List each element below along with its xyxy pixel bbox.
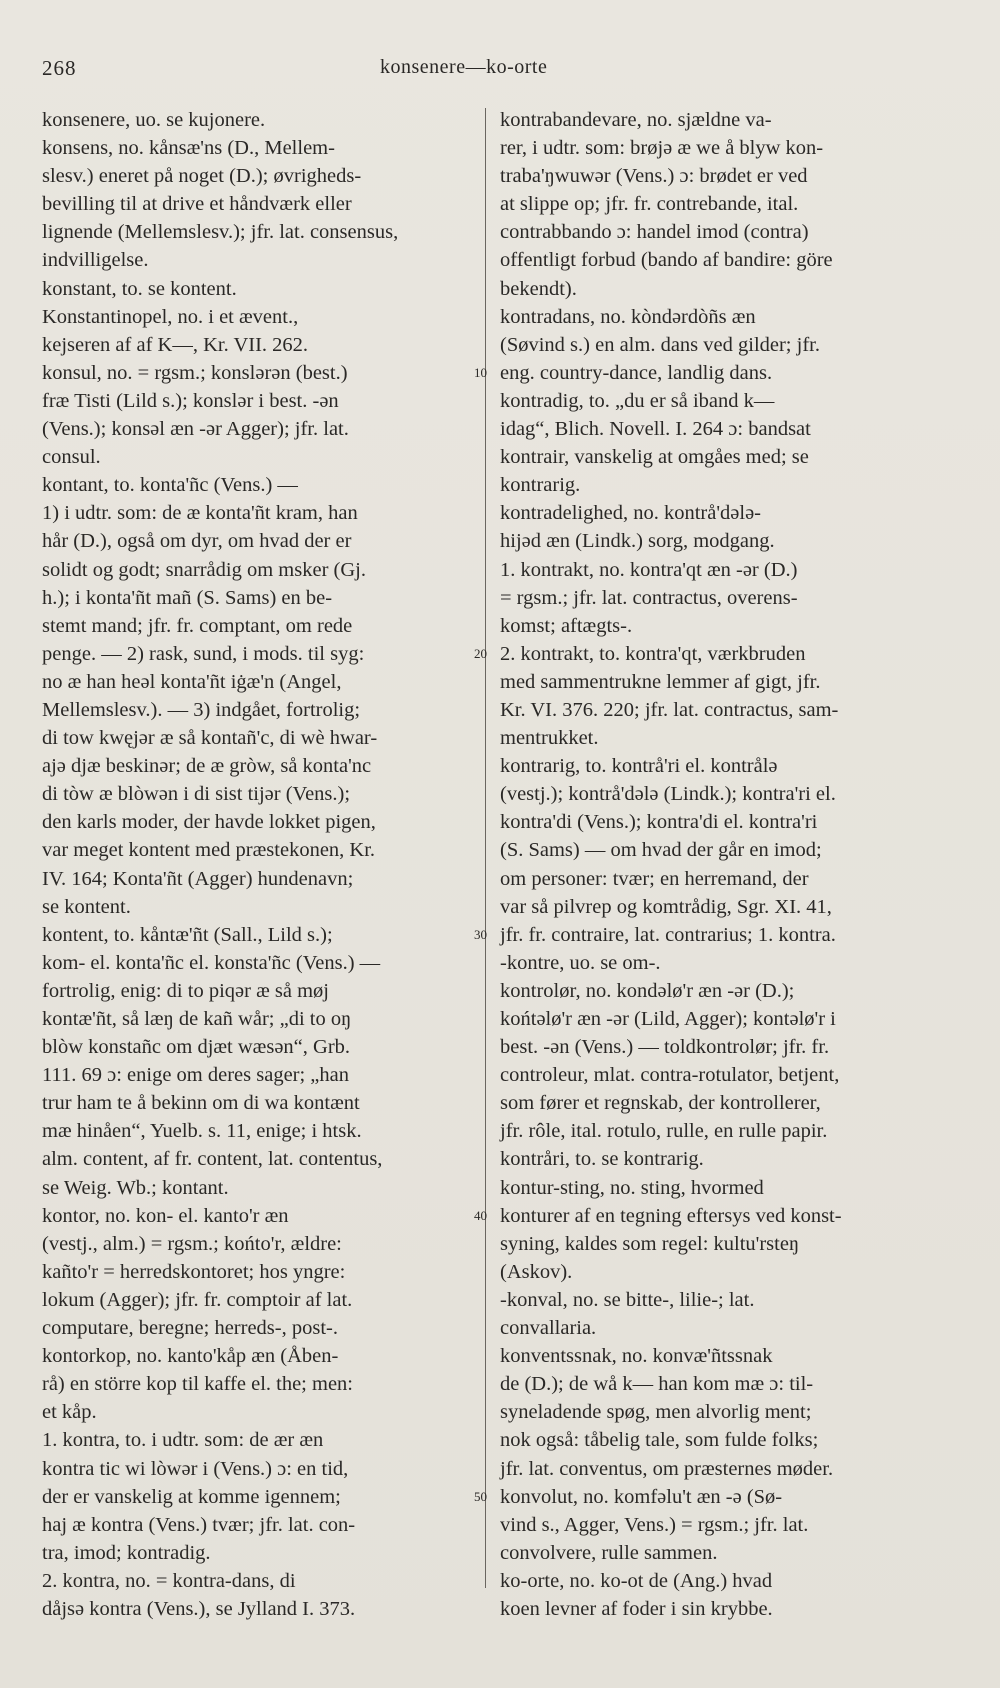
text-line: der er vanskelig at komme igennem;	[42, 1485, 341, 1508]
text-line: ajə djæ beskinər; de æ gròw, så konta'nc	[42, 755, 372, 778]
text-line: fortrolig, enig: di to piqər æ så møj	[42, 979, 329, 1002]
text-line: hår (D.), også om dyr, om hvad der er	[42, 530, 352, 553]
text-line: best. -ən (Vens.) — toldkontrolør; jfr. fr.	[500, 1036, 830, 1059]
text-line: jfr. lat. conventus, om præsternes møder.	[500, 1457, 834, 1480]
line-number: 40	[474, 1207, 487, 1223]
text-line: blòw konstañc om djæt wæsən“, Grb.	[42, 1036, 351, 1059]
text-line: trur ham te å bekinn om di wa kontænt	[42, 1092, 360, 1115]
text-line: vind s., Agger, Vens.) = rgsm.; jfr. lat.	[500, 1513, 809, 1536]
text-line: convallaria.	[500, 1317, 597, 1340]
text-line: dåjsə kontra (Vens.), se Jylland I. 373.	[42, 1597, 356, 1620]
right-column	[500, 106, 940, 1623]
text-line: Kr. VI. 376. 220; jfr. lat. contractus, sam-	[500, 698, 839, 721]
text-line: hijəd æn (Lindk.) sorg, modgang.	[500, 530, 775, 553]
text-line: no æ han heəl konta'ñt iġæ'n (Angel,	[42, 670, 342, 693]
text-line: haj æ kontra (Vens.) tvær; jfr. lat. con-	[42, 1513, 356, 1536]
text-line: konventssnak, no. konvæ'ñtssnak	[500, 1345, 773, 1368]
text-line: kañto'r = herredskontoret; hos yngre:	[42, 1260, 346, 1283]
text-line: kontrarig.	[500, 474, 581, 497]
text-line: om personer: tvær; en herremand, der	[500, 867, 809, 890]
text-line: nok også: tåbelig tale, som fulde folks;	[500, 1429, 819, 1452]
text-line: med sammentrukne lemmer af gigt, jfr.	[500, 670, 821, 693]
text-line: contrabbando ɔ: handel imod (contra)	[500, 221, 809, 244]
text-line: consul.	[42, 446, 101, 469]
text-line: fræ Tisti (Lild s.); konslər i best. -ən	[42, 389, 339, 412]
text-line: var meget kontent med præstekonen, Kr.	[42, 839, 376, 862]
text-line: kontråri, to. se kontrarig.	[500, 1148, 704, 1171]
text-line: kontrair, vanskelig at omgåes med; se	[500, 446, 809, 469]
text-line: syneladende spøg, men alvorlig ment;	[500, 1401, 812, 1424]
text-line: slesv.) eneret på noget (D.); øvrigheds-	[42, 165, 362, 188]
text-line: var så pilvrep og komtrådig, Sgr. XI. 41,	[500, 895, 832, 918]
text-line: convolvere, rulle sammen.	[500, 1541, 718, 1564]
text-line: eng. country-dance, landlig dans.	[500, 361, 773, 384]
text-line: IV. 164; Konta'ñt (Agger) hundenavn;	[42, 867, 354, 890]
text-line: konstant, to. se kontent.	[42, 277, 237, 300]
line-number: 50	[474, 1488, 487, 1504]
text-line: 1) i udtr. som: de æ konta'ñt kram, han	[42, 502, 358, 525]
text-line: alm. content, af fr. content, lat. contentus,	[42, 1148, 383, 1171]
text-line: syning, kaldes som regel: kultu'rsteŋ	[500, 1232, 800, 1255]
text-line: (S. Sams) — om hvad der går en imod;	[500, 839, 822, 862]
text-line: (Vens.); konsəl æn -ər Agger); jfr. lat.	[42, 418, 349, 441]
text-line: jfr. rôle, ital. rotulo, rulle, en rulle papir.	[500, 1120, 828, 1143]
text-line: jfr. fr. contraire, lat. contrarius; 1. kontra.	[500, 923, 836, 946]
text-line: mæ hinåen“, Yuelb. s. 11, enige; i htsk.	[42, 1120, 362, 1143]
text-line: bevilling til at drive et håndværk eller	[42, 193, 352, 216]
page-header	[0, 56, 1000, 86]
left-column	[42, 106, 472, 1623]
text-line: idag“, Blich. Novell. I. 264 ɔ: bandsat	[500, 418, 811, 441]
text-line: konturer af en tegning eftersys ved konst-	[500, 1204, 842, 1227]
text-line: kontrabandevare, no. sjældne va-	[500, 109, 772, 131]
text-line: di tòw æ blòwən i di sist tijər (Vens.);	[42, 783, 351, 806]
text-line: (Søvind s.) en alm. dans ved gilder; jfr.	[500, 333, 820, 356]
text-line: ko-orte, no. ko-ot de (Ang.) hvad	[500, 1569, 773, 1592]
line-number: 10	[474, 364, 487, 380]
running-head: konsenere—ko-orte	[380, 56, 548, 78]
text-line: 1. kontra, to. i udtr. som: de ær æn	[42, 1429, 324, 1452]
text-line: kontra'di (Vens.); kontra'di el. kontra'ri	[500, 811, 818, 834]
text-line: (Askov).	[500, 1260, 573, 1283]
text-line: kontradans, no. kòndərdòñs æn	[500, 305, 756, 328]
text-line: konsenere, uo. se kujonere.	[42, 109, 266, 131]
text-line: penge. — 2) rask, sund, i mods. til syg:	[42, 642, 365, 665]
text-line: (vestj.); kontrå'dələ (Lindk.); kontra'ri el.	[500, 783, 836, 806]
text-line: konvolut, no. komfəlu't æn -ə (Sø-	[500, 1485, 783, 1508]
text-line: et kåp.	[42, 1401, 97, 1424]
text-line: konsens, no. kånsæ'ns (D., Mellem-	[42, 137, 335, 160]
text-line: rå) en större kop til kaffe el. the; men:	[42, 1373, 353, 1396]
text-line: kontor, no. kon- el. kanto'r æn	[42, 1204, 289, 1227]
text-line: h.); i konta'ñt mañ (S. Sams) en be-	[42, 586, 333, 609]
text-line: 111. 69 ɔ: enige om deres sager; „han	[42, 1064, 350, 1087]
line-number: 30	[474, 926, 487, 942]
text-line: (vestj., alm.) = rgsm.; końto'r, ældre:	[42, 1232, 342, 1255]
text-line: 2. kontrakt, to. kontra'qt, værkbruden	[500, 642, 806, 665]
text-line: indvilligelse.	[42, 249, 149, 272]
text-line: solidt og godt; snarrådig om msker (Gj.	[42, 558, 366, 581]
text-line: lignende (Mellemslesv.); jfr. lat. consensus,	[42, 221, 399, 244]
text-line: controleur, mlat. contra-rotulator, betjent,	[500, 1064, 840, 1087]
text-line: kontradig, to. „du er så iband k—	[500, 389, 775, 412]
text-line: den karls moder, der havde lokket pigen,	[42, 811, 376, 834]
page-number: 268	[42, 56, 77, 80]
text-line: offentligt forbud (bando af bandire: göre	[500, 249, 833, 272]
text-line: komst; aftægts-.	[500, 614, 633, 637]
text-line: kontur-sting, no. sting, hvormed	[500, 1176, 764, 1199]
text-line: Konstantinopel, no. i et ævent.,	[42, 305, 299, 328]
text-line: kontradelighed, no. kontrå'dələ-	[500, 502, 761, 525]
text-line: computare, beregne; herreds-, post-.	[42, 1317, 338, 1340]
text-line: rer, i udtr. som: brøjə æ we å blyw kon-	[500, 137, 824, 160]
text-line: lokum (Agger); jfr. fr. comptoir af lat.	[42, 1288, 353, 1311]
text-line: kontent, to. kåntæ'ñt (Sall., Lild s.);	[42, 923, 333, 946]
text-line: kom- el. konta'ñc el. konsta'ñc (Vens.) —	[42, 951, 381, 974]
text-line: kontra tic wi lòwər i (Vens.) ɔ: en tid,	[42, 1457, 349, 1480]
text-line: som fører et regnskab, der kontrollerer,	[500, 1092, 821, 1115]
text-line: Mellemslesv.). — 3) indgået, fortrolig;	[42, 698, 361, 721]
text-line: stemt mand; jfr. fr. comptant, om rede	[42, 614, 353, 637]
text-line: se kontent.	[42, 895, 131, 918]
text-line: kontant, to. konta'ñc (Vens.) —	[42, 474, 298, 497]
text-line: at slippe op; jfr. fr. contrebande, ital.	[500, 193, 799, 216]
text-line: = rgsm.; jfr. lat. contractus, overens-	[500, 586, 798, 609]
text-line: kontæ'ñt, så læŋ de kañ wår; „di to oŋ	[42, 1008, 352, 1030]
text-line: di tow kwęjər æ så kontañ'c, di wè hwar-	[42, 727, 378, 750]
text-line: de (D.); de wå k— han kom mæ ɔ: til-	[500, 1373, 814, 1396]
text-line: traba'ŋwuwər (Vens.) ɔ: brødet er ved	[500, 165, 808, 188]
text-line: bekendt).	[500, 277, 577, 300]
text-line: mentrukket.	[500, 727, 599, 750]
margin-line-numbers	[474, 106, 498, 1606]
text-line: kontrarig, to. kontrå'ri el. kontrålə	[500, 755, 778, 778]
text-line: konsul, no. = rgsm.; konslərən (best.)	[42, 361, 348, 384]
text-line: tra, imod; kontradig.	[42, 1541, 211, 1564]
text-line: -konval, no. se bitte-, lilie-; lat.	[500, 1288, 755, 1311]
text-line: kontrolør, no. kondəlø'r æn -ər (D.);	[500, 979, 795, 1002]
text-line: kejseren af af K—, Kr. VII. 262.	[42, 333, 309, 356]
text-line: 1. kontrakt, no. kontra'qt æn -ər (D.)	[500, 558, 798, 581]
text-line: kontorkop, no. kanto'kåp æn (Åben-	[42, 1345, 339, 1368]
text-line: -kontre, uo. se om-.	[500, 951, 661, 974]
text-line: końtəlø'r æn -ər (Lild, Agger); kontəlø'r i	[500, 1008, 836, 1030]
text-line: 2. kontra, no. = kontra-dans, di	[42, 1569, 296, 1592]
line-number: 20	[474, 645, 487, 661]
text-line: se Weig. Wb.; kontant.	[42, 1176, 229, 1199]
text-line: koen levner af foder i sin krybbe.	[500, 1597, 773, 1620]
